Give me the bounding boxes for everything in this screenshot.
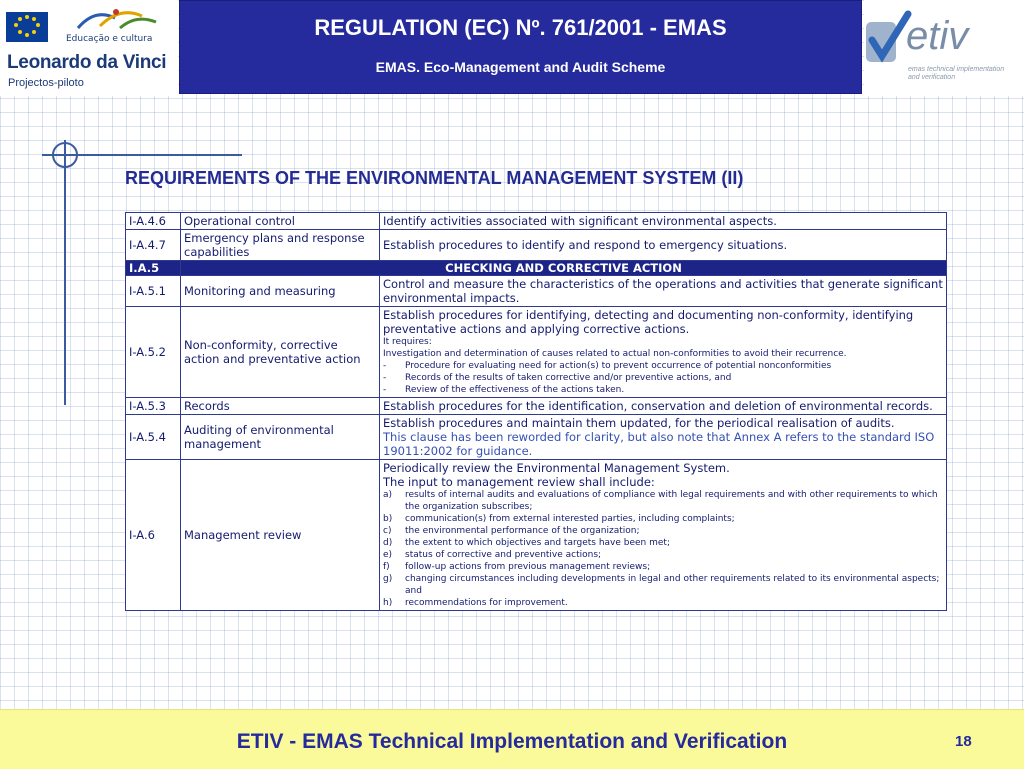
requirements-table bbox=[125, 212, 947, 611]
list-item bbox=[383, 549, 943, 561]
clause-text: Establish procedures for identifying, detecting and documenting non-conformity, identifying preventative actions and applying corrective actions. bbox=[383, 308, 914, 336]
list-item bbox=[383, 597, 943, 609]
clause-topic: Non-conformity, corrective action and preventative action bbox=[181, 307, 380, 398]
clause-topic: Emergency plans and response capabilities bbox=[181, 230, 380, 261]
clause-code: I-A.5.1 bbox=[126, 276, 181, 307]
left-logo-block bbox=[0, 0, 178, 96]
list-item bbox=[383, 573, 943, 597]
leonardo-da-vinci-title: Leonardo da Vinci bbox=[7, 52, 167, 73]
eu-flag-icon bbox=[6, 12, 48, 42]
clause-text-block bbox=[380, 460, 947, 611]
list-marker: - bbox=[383, 385, 387, 395]
clause-topic: Auditing of environmental management bbox=[181, 415, 380, 460]
etiv-logo bbox=[864, 0, 1024, 96]
list-marker: - bbox=[383, 361, 387, 371]
list-item-text: recommendations for improvement. bbox=[405, 598, 568, 608]
decorative-line bbox=[64, 140, 66, 405]
list-marker: c) bbox=[383, 526, 392, 536]
clause-code: I-A.4.6 bbox=[126, 213, 181, 230]
list-marker: d) bbox=[383, 538, 393, 548]
list-item-text: the extent to which objectives and targets have been met; bbox=[405, 538, 670, 548]
list-item bbox=[383, 372, 943, 384]
etiv-wordmark: etiv bbox=[906, 14, 969, 58]
clause-text: Periodically review the Environmental Management System. bbox=[383, 461, 730, 475]
table-row bbox=[126, 460, 947, 611]
list-marker: - bbox=[383, 373, 387, 383]
header-title-bar bbox=[179, 0, 862, 94]
clause-topic: Operational control bbox=[181, 213, 380, 230]
list-marker: b) bbox=[383, 514, 393, 524]
list-item bbox=[383, 513, 943, 525]
band-title: CHECKING AND CORRECTIVE ACTION bbox=[181, 261, 947, 276]
table-row bbox=[126, 398, 947, 415]
list-marker: g) bbox=[383, 574, 393, 584]
table-row bbox=[126, 276, 947, 307]
list-item-text: changing circumstances including developments in legal and other requirements related to its environmental aspects; and bbox=[405, 574, 940, 596]
list-item bbox=[383, 525, 943, 537]
list-item-text: Review of the effectiveness of the actions taken. bbox=[405, 385, 625, 395]
list-item-text: Procedure for evaluating need for action(s) to prevent occurrence of potential nonconformities bbox=[405, 361, 832, 371]
footer-title: ETIV - EMAS Technical Implementation and Verification bbox=[236, 730, 788, 753]
clause-note: This clause has been reworded for clarity, but also note that Annex A refers to the standard ISO 19011:2002 for guidance. bbox=[383, 430, 935, 458]
clause-code: I-A.4.7 bbox=[126, 230, 181, 261]
education-culture-label: Educação e cultura bbox=[66, 34, 153, 44]
table-row bbox=[126, 230, 947, 261]
clause-text-block bbox=[380, 307, 947, 398]
list-item-text: follow-up actions from previous management reviews; bbox=[405, 562, 651, 572]
clause-text: Control and measure the characteristics of the operations and activities that generate significant environmental impacts. bbox=[380, 276, 947, 307]
clause-text-block bbox=[380, 415, 947, 460]
requirement-list bbox=[383, 360, 943, 396]
clause-topic: Management review bbox=[181, 460, 380, 611]
clause-code: I-A.5.2 bbox=[126, 307, 181, 398]
clause-text: Establish procedures for the identification, conservation and deletion of environmental records. bbox=[380, 398, 947, 415]
education-culture-logo-icon bbox=[70, 4, 160, 34]
clause-code: I-A.5.4 bbox=[126, 415, 181, 460]
section-title: REQUIREMENTS OF THE ENVIRONMENTAL MANAGEMENT SYSTEM (II) bbox=[125, 168, 744, 188]
list-item bbox=[383, 489, 943, 513]
page-number: 18 bbox=[955, 733, 972, 750]
list-marker: f) bbox=[383, 562, 390, 572]
list-item-text: status of corrective and preventive actions; bbox=[405, 550, 602, 560]
table-row bbox=[126, 307, 947, 398]
section-band-row bbox=[126, 261, 947, 276]
requires-label: It requires: bbox=[383, 337, 432, 347]
list-marker: e) bbox=[383, 550, 393, 560]
list-item-text: communication(s) from external interested parties, including complaints; bbox=[405, 514, 735, 524]
decorative-circle bbox=[52, 142, 78, 168]
page-subtitle: EMAS. Eco-Management and Audit Scheme bbox=[375, 59, 666, 75]
list-item bbox=[383, 384, 943, 396]
list-item bbox=[383, 561, 943, 573]
list-item bbox=[383, 360, 943, 372]
band-code: I.A.5 bbox=[126, 261, 181, 276]
clause-code: I-A.6 bbox=[126, 460, 181, 611]
review-input-list bbox=[383, 489, 943, 609]
clause-code: I-A.5.3 bbox=[126, 398, 181, 415]
leonardo-da-vinci-subtitle: Projectos-piloto bbox=[8, 77, 84, 89]
clause-text: Identify activities associated with significant environmental aspects. bbox=[380, 213, 947, 230]
clause-lead: The input to management review shall include: bbox=[383, 475, 655, 489]
clause-topic: Records bbox=[181, 398, 380, 415]
clause-topic: Monitoring and measuring bbox=[181, 276, 380, 307]
list-marker: h) bbox=[383, 598, 393, 608]
footer bbox=[0, 709, 1024, 769]
list-item-text: the environmental performance of the organization; bbox=[405, 526, 640, 536]
list-item-text: Records of the results of taken corrective and/or preventive actions, and bbox=[405, 373, 732, 383]
clause-text: Establish procedures and maintain them updated, for the periodical realisation of audits. bbox=[383, 416, 895, 430]
requires-detail: Investigation and determination of causes related to actual non-conformities to avoid their recurrence. bbox=[383, 349, 847, 359]
checkmark-icon bbox=[864, 10, 912, 70]
list-item-text: results of internal audits and evaluations of compliance with legal requirements and with other requirements to which the organization subscribes; bbox=[405, 490, 938, 512]
list-item bbox=[383, 537, 943, 549]
etiv-tagline: emas technical implementation and verification bbox=[908, 66, 1005, 81]
clause-text: Establish procedures to identify and respond to emergency situations. bbox=[380, 230, 947, 261]
table-row bbox=[126, 415, 947, 460]
page-title: REGULATION (EC) Nº. 761/2001 - EMAS bbox=[314, 15, 727, 40]
list-marker: a) bbox=[383, 490, 393, 500]
table-row bbox=[126, 213, 947, 230]
